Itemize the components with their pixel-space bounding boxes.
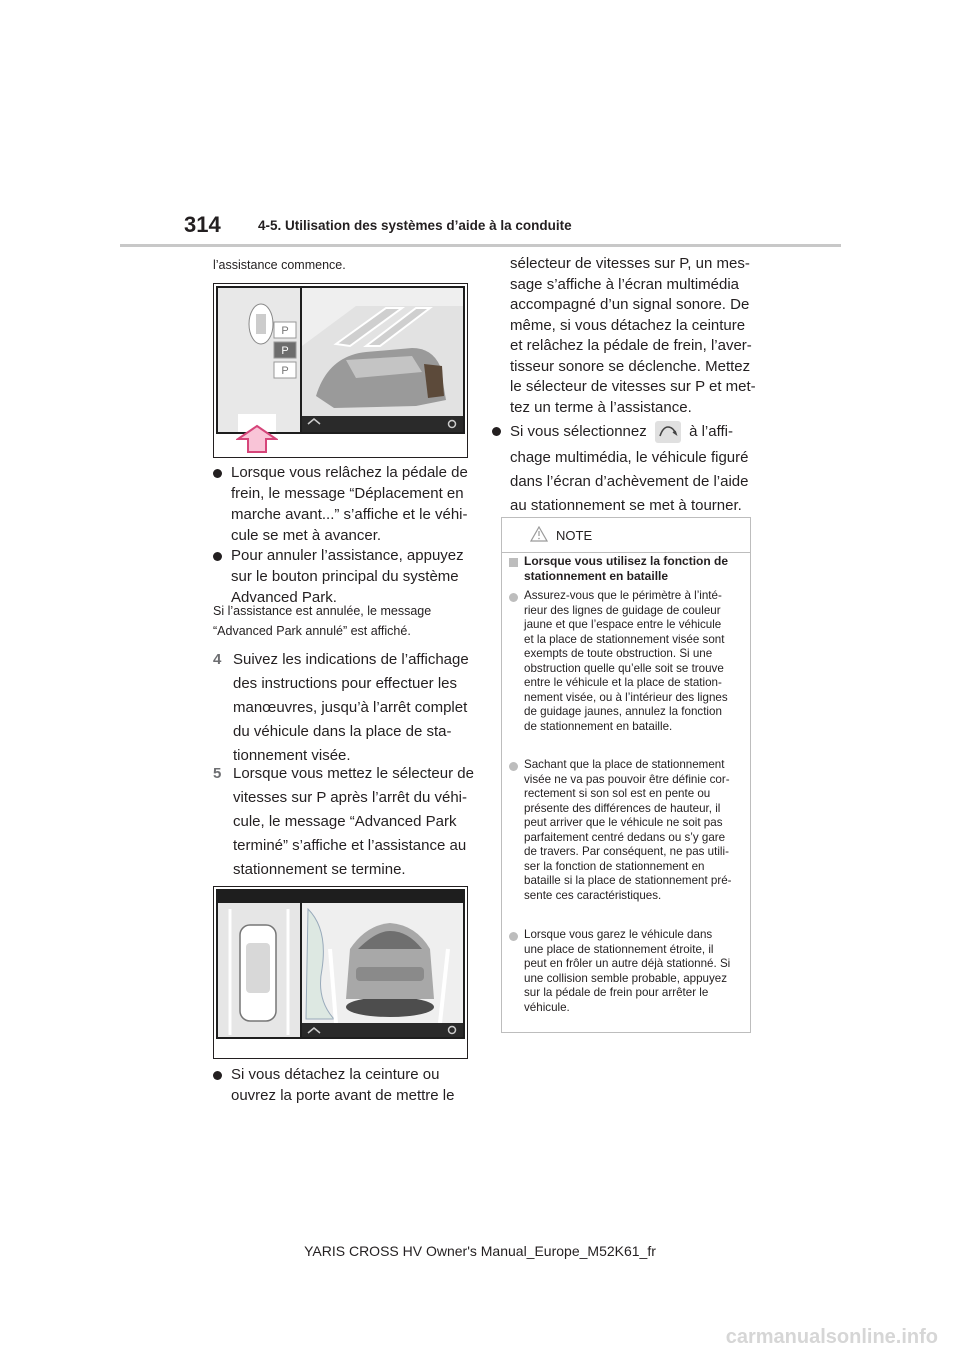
bullet-dot [213, 552, 222, 561]
parking-screen-illustration-2 [216, 889, 465, 1039]
multimedia-screen-1 [216, 286, 465, 434]
footer-manual-title: YARIS CROSS HV Owner's Manual_Europe_M52K61_fr [304, 1243, 656, 1259]
bullet-dot [492, 427, 501, 436]
note-heading: Lorsque vous utilisez la fonction de stationnement en bataille [524, 554, 729, 583]
bullet-seatbelt [213, 1064, 454, 1106]
note-box [501, 517, 751, 1033]
note-item-marker [509, 932, 518, 941]
note-item-2: Sachant que la place de stationnement visée ne va pas pouvoir être définie cor- rectement si son sol est en pente ou présente des différences de hauteur, il peut arriver que le véhicule ne soit pas parfaitement centré dedans ou s’y gare de travers. Par conséquent, ne pas utili- ser la fonction de stationnement en bataille si la place de stationnement pré- sente ces caractéristiques. [524, 758, 732, 902]
note-header [502, 518, 750, 553]
header-rule [120, 244, 841, 247]
section-title: 4-5. Utilisation des systèmes d’aide à la conduite [258, 218, 572, 233]
step-number: 5 [213, 765, 222, 782]
multimedia-screen-2 [216, 889, 465, 1039]
bullet-select-icon [492, 420, 748, 518]
note-label: NOTE [556, 528, 593, 543]
watermark: carmanualsonline.info [725, 1326, 938, 1348]
cancel-note: Si l’assistance est annulée, le message “Advanced Park annulé” est affiché. [213, 604, 432, 638]
intro-text: l’assistance commence. [213, 258, 346, 272]
slot-p-top: P [281, 325, 289, 337]
bullet-text: Si vous détachez la ceinture ou ouvrez la porte avant de mettre le [231, 1066, 455, 1104]
bullet-dot [213, 469, 222, 478]
step-text: Suivez les indications de l’affichage des instructions pour effectuer les manœuvres, jusqu’à l’arrêt complet du véhicule dans la place de sta- tionnement visée. [233, 651, 469, 764]
note-item-1: Assurez-vous que le périmètre à l’inté- rieur des lignes de guidage de couleur jaune et que l’espace entre le véhicule et la place de stationnement visée sont exempts de toute obstruction. Si une obstruction quelle qu’elle soit se trouve entre le véhicule et la place de station- nement visée, ou à l’intérieur des lignes de guidage jaunes, annulez la fonction de stationnement en bataille. [524, 589, 728, 733]
slot-p-selected: P [281, 345, 289, 357]
warning-triangle-icon [530, 526, 548, 542]
step-4 [213, 648, 469, 768]
bullet-dot [213, 1071, 222, 1080]
bullet-text: Pour annuler l’assistance, appuyez sur le bouton principal du système Advanced Park. [231, 547, 464, 606]
note-item-3: Lorsque vous garez le véhicule dans une place de stationnement étroite, il peut en frôler un autre déjà stationné. Si une collision semble probable, appuyez sur la pédale de frein pour arrêter le véhicule. [524, 928, 731, 1014]
step-5 [213, 762, 474, 882]
highlight-arrow-icon [236, 424, 278, 454]
bullet-cancel-assist [213, 545, 464, 608]
parking-screen-figure-1 [213, 283, 468, 458]
note-heading-marker [509, 558, 518, 567]
step-text: Lorsque vous mettez le sélecteur de vitesses sur P après l’arrêt du véhi- cule, le message “Advanced Park terminé” s’affiche et l’assistance au stationnement se termine. [233, 765, 474, 878]
parking-screen-illustration-1 [216, 286, 465, 434]
step-number: 4 [213, 651, 222, 668]
bullet-text: Lorsque vous relâchez la pédale de frein, le message “Déplacement en marche avant...” s’affiche et le véhi- cule se met à avancer. [231, 464, 468, 544]
slot-p-bottom: P [281, 365, 289, 377]
continued-text: sélecteur de vitesses sur P, un mes- sage s’affiche à l’écran multimédia accompagné d’un signal sonore. De même, si vous détachez la ceinture et relâchez la pédale de frein, l’aver- tisseur sonore se déclenche. Mettez le sélecteur de vitesses sur P et met- tez un terme à l’assistance. [510, 255, 756, 416]
note-item-marker [509, 762, 518, 771]
parking-mode-icon [655, 421, 681, 443]
bullet-text: Si vous sélectionnez à l’affi- chage multimédia, le véhicule figuré dans l’écran d’achèvement de l’aide au stationnement se met à tourner. [510, 423, 749, 514]
page-number: 314 [184, 212, 221, 237]
note-item-marker [509, 593, 518, 602]
parking-screen-figure-2 [213, 886, 468, 1059]
bullet-brake-release [213, 462, 468, 546]
